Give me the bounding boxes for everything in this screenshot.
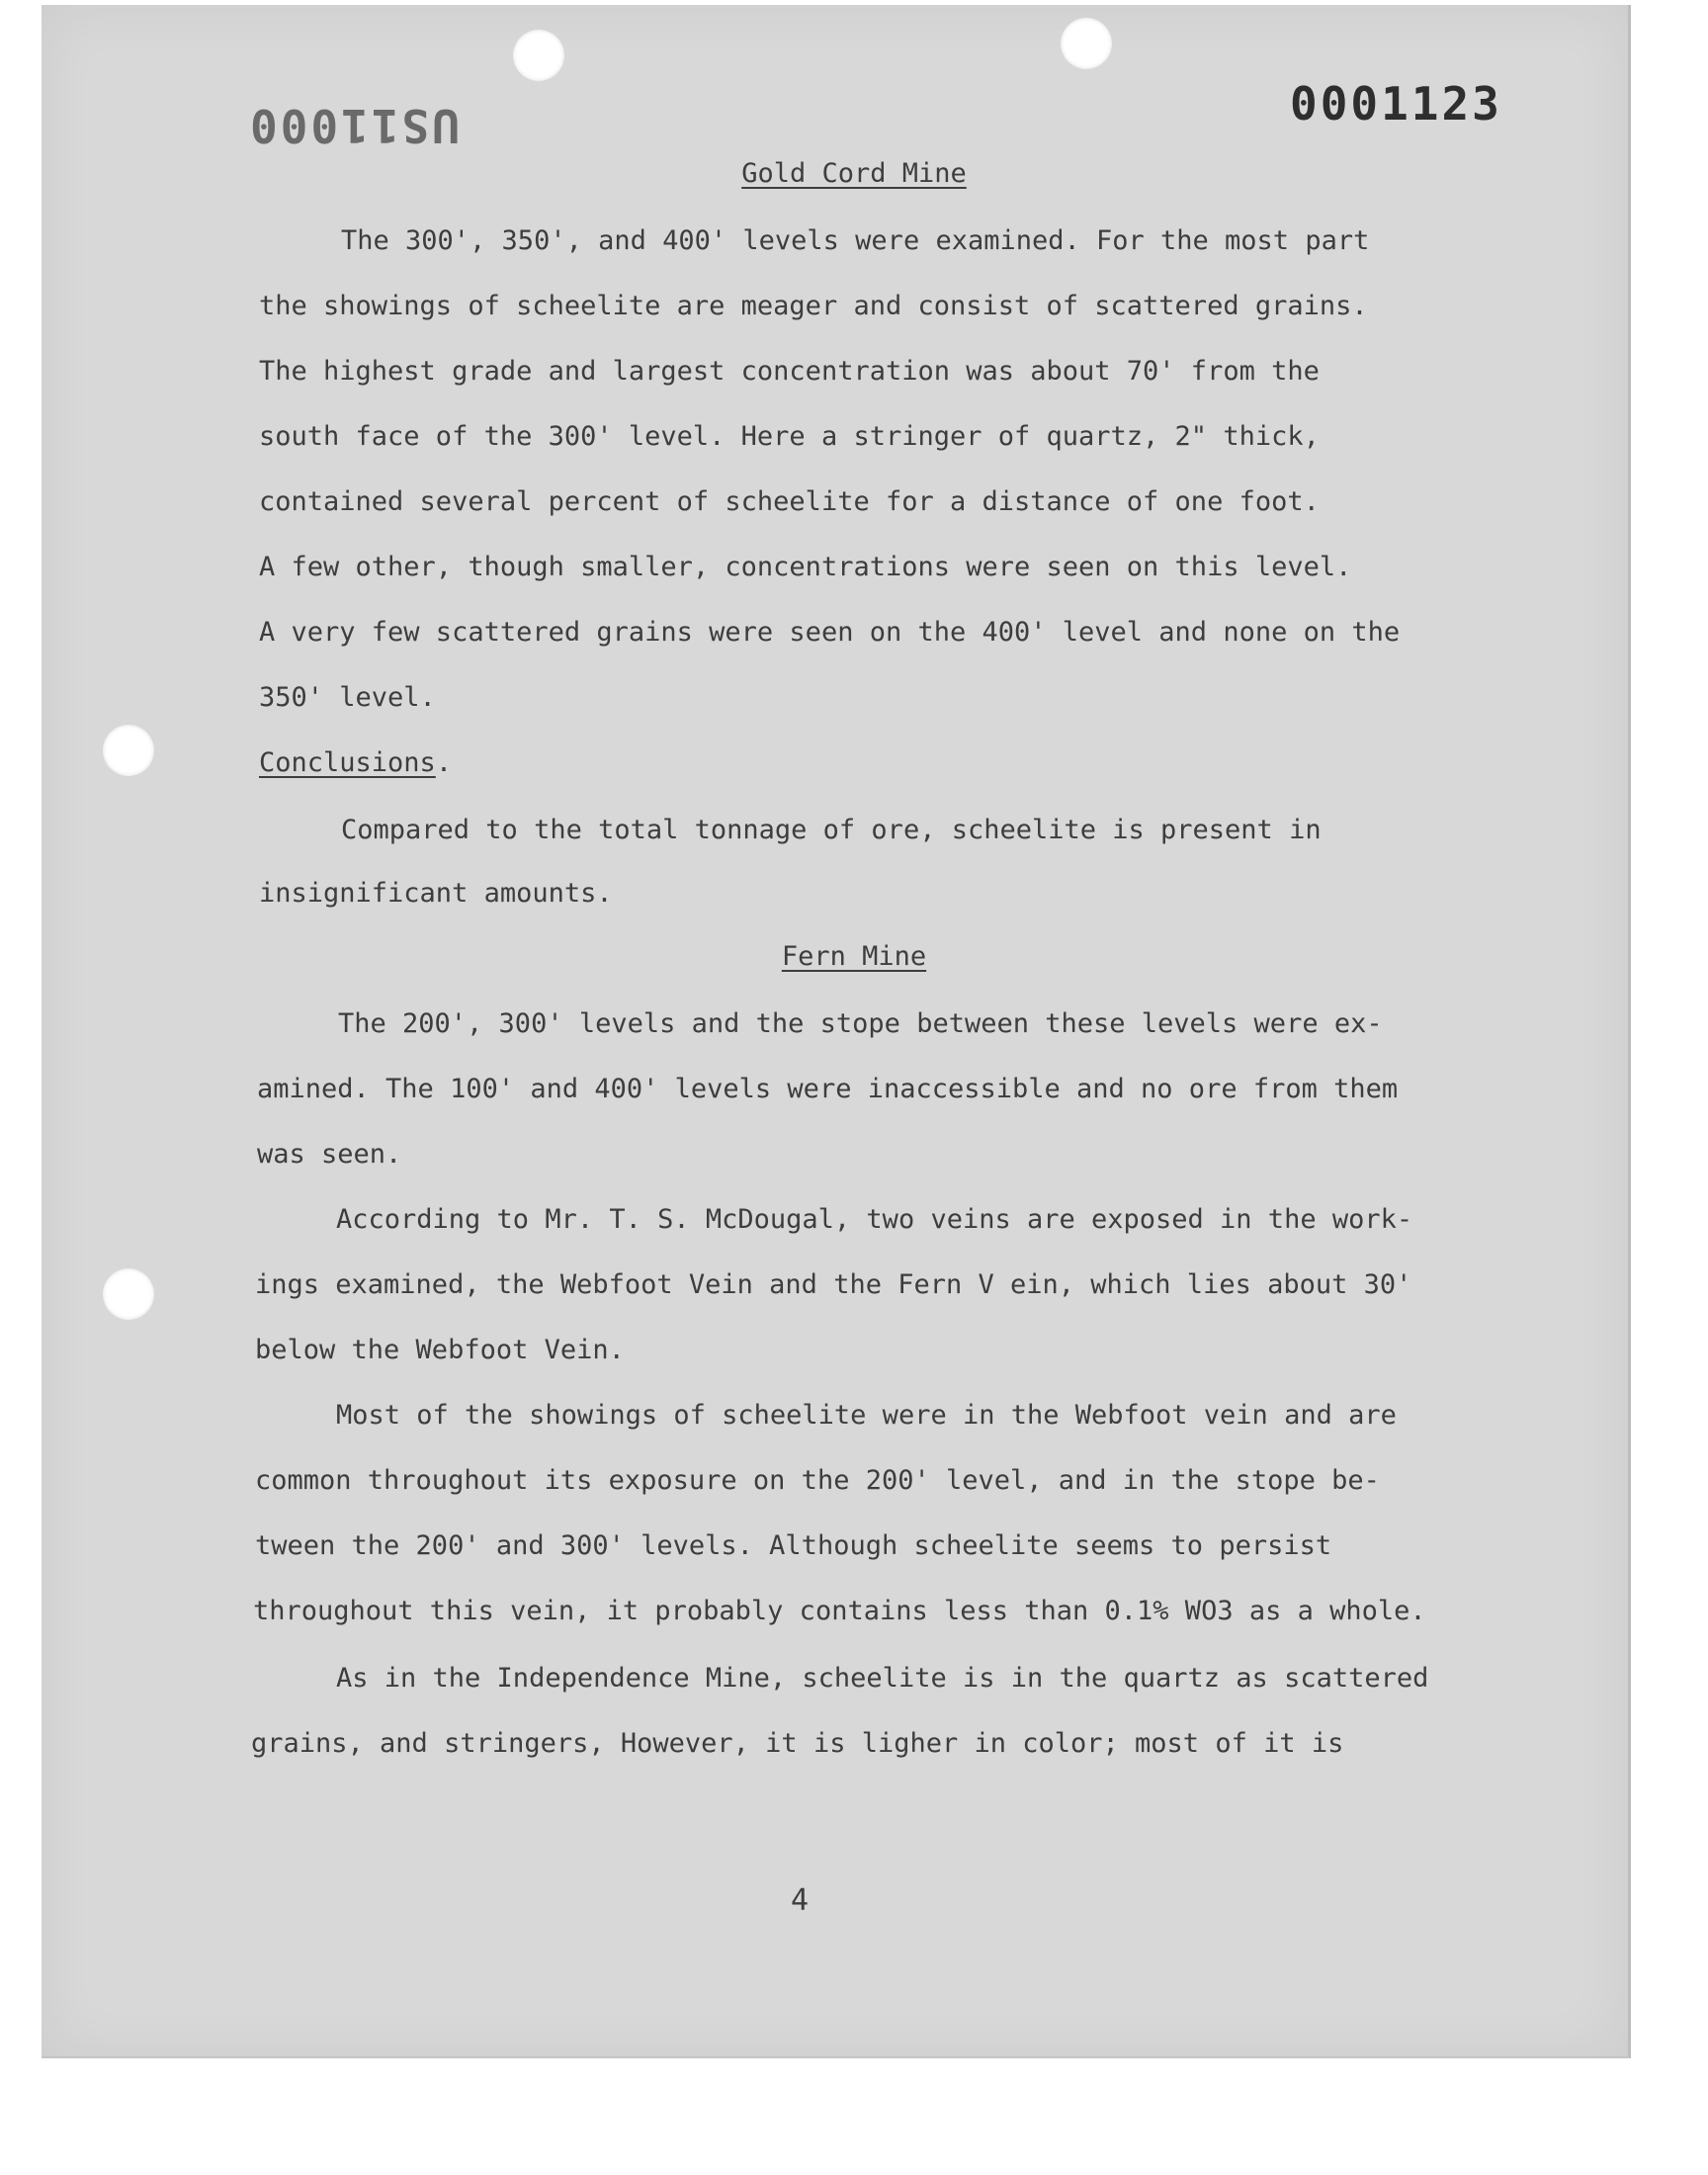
paragraph-line: throughout this vein, it probably contains less than 0.1% WO3 as a whole. bbox=[253, 1596, 1426, 1626]
conclusions-heading-text: Conclusions bbox=[259, 747, 436, 778]
paragraph-line: below the Webfoot Vein. bbox=[255, 1335, 625, 1365]
page-number: 4 bbox=[791, 1883, 810, 1918]
paragraph-line: insignificant amounts. bbox=[259, 878, 613, 909]
paragraph-line: Most of the showings of scheelite were in the Webfoot vein and are bbox=[336, 1400, 1397, 1431]
paragraph-line: A very few scattered grains were seen on the 400' level and none on the bbox=[259, 617, 1401, 648]
punch-hole-middle bbox=[103, 725, 154, 776]
paragraph-line: As in the Independence Mine, scheelite is in the quartz as scattered bbox=[336, 1663, 1429, 1694]
paragraph-line: The 300', 350', and 400' levels were examined. For the most part bbox=[341, 225, 1370, 256]
document-number-stamp: 0001123 bbox=[1290, 77, 1502, 130]
section-heading-conclusions bbox=[259, 749, 452, 776]
paragraph-line: The highest grade and largest concentration was about 70' from the bbox=[259, 356, 1320, 387]
punch-hole-top-left bbox=[513, 30, 564, 81]
paragraph-line: According to Mr. T. S. McDougal, two veins are exposed in the work- bbox=[336, 1204, 1413, 1235]
paragraph-line: ings examined, the Webfoot Vein and the Fern V ein, which lies about 30' bbox=[255, 1269, 1412, 1300]
paragraph-line: amined. The 100' and 400' levels were inaccessible and no ore from them bbox=[257, 1074, 1399, 1104]
paragraph-line: contained several percent of scheelite for a distance of one foot. bbox=[259, 486, 1320, 517]
document-stamp-left: US11000 bbox=[247, 99, 460, 152]
paragraph-line: 350' level. bbox=[259, 682, 436, 713]
paragraph-line: grains, and stringers, However, it is ligher in color; most of it is bbox=[251, 1728, 1344, 1759]
paragraph-line: A few other, though smaller, concentrations were seen on this level. bbox=[259, 552, 1352, 582]
section-heading-fern: Fern Mine bbox=[781, 941, 927, 972]
paragraph-line: common throughout its exposure on the 200' level, and in the stope be- bbox=[255, 1465, 1380, 1496]
punch-hole-top-right bbox=[1061, 18, 1112, 69]
paragraph-line: the showings of scheelite are meager and consist of scattered grains. bbox=[259, 291, 1368, 321]
paragraph-line: The 200', 300' levels and the stope between these levels were ex- bbox=[338, 1008, 1383, 1039]
paragraph-line: Compared to the total tonnage of ore, scheelite is present in bbox=[341, 815, 1322, 845]
paragraph-line: was seen. bbox=[257, 1139, 402, 1170]
paragraph-line: tween the 200' and 300' levels. Although scheelite seems to persist bbox=[255, 1530, 1332, 1561]
conclusions-heading-period: . bbox=[435, 747, 453, 778]
section-heading-gold-cord: Gold Cord Mine bbox=[741, 158, 967, 189]
punch-hole-lower bbox=[103, 1268, 154, 1320]
paragraph-line: south face of the 300' level. Here a stringer of quartz, 2" thick, bbox=[259, 421, 1320, 452]
